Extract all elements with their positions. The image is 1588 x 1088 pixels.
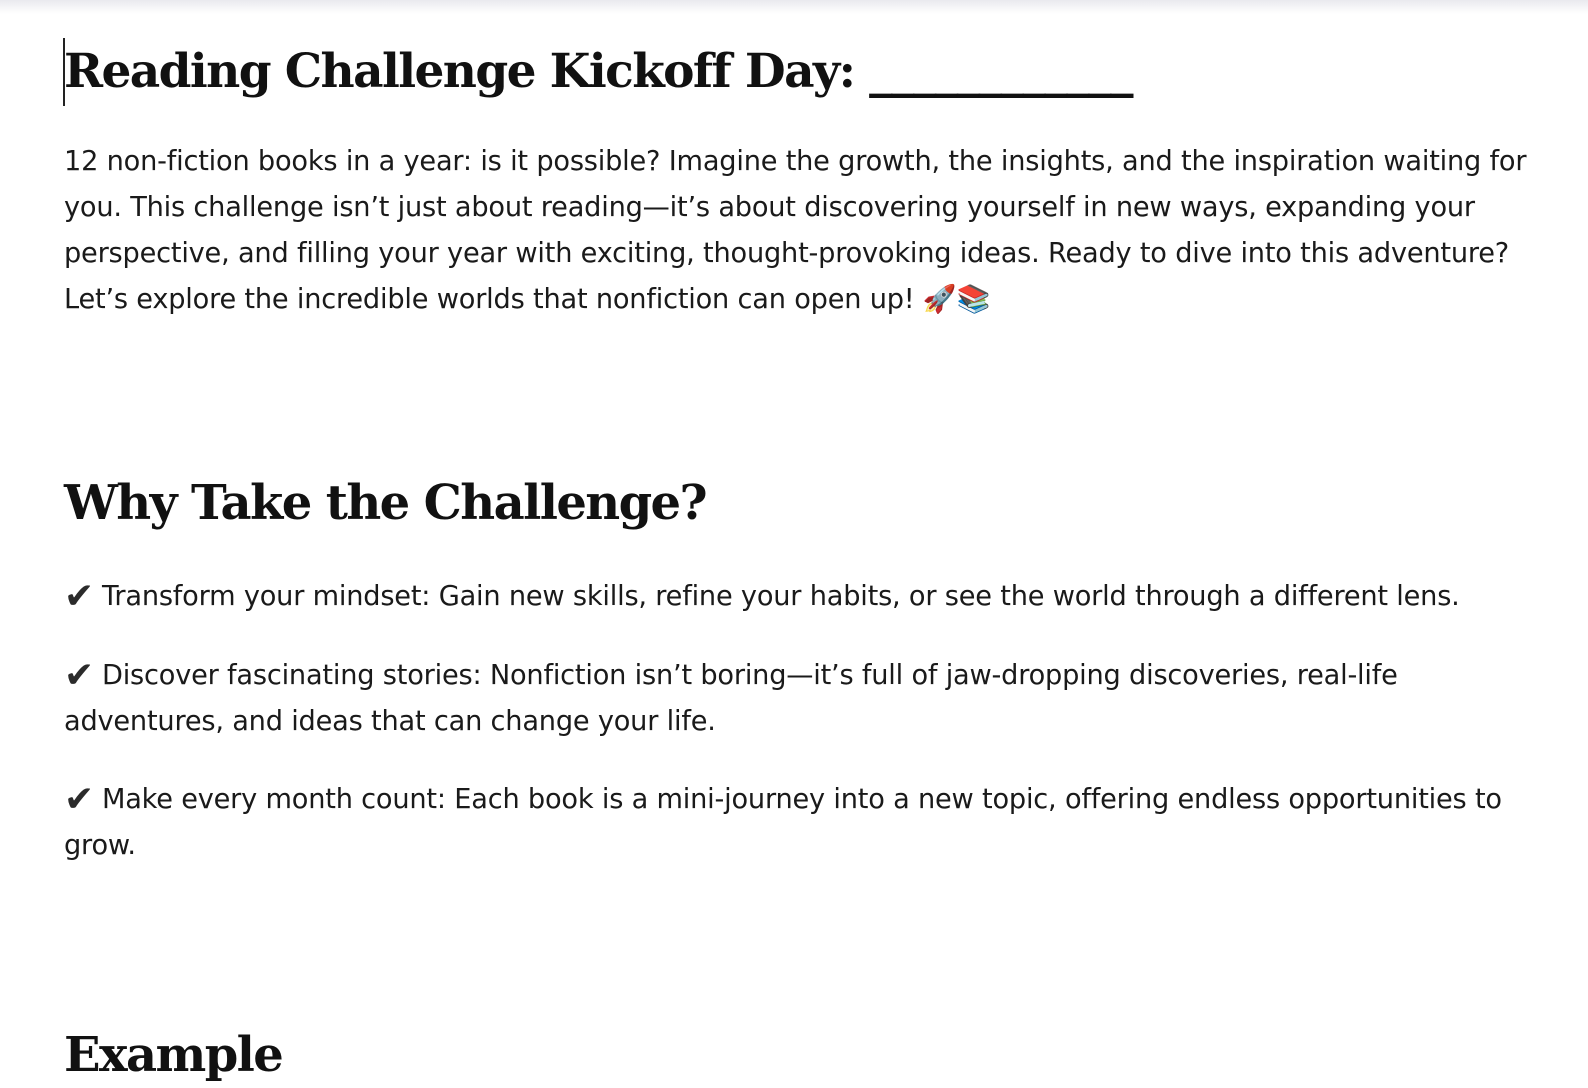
section-heading-next[interactable]: Example — [64, 1027, 283, 1083]
page-title[interactable]: Reading Challenge Kickoff Day: ____________ — [64, 44, 1132, 99]
list-item-text: Transform your mindset: Gain new skills, refine your habits, or see the world through a different lens. — [101, 581, 1460, 612]
list-item-text: Make every month count: Each book is a mini-journey into a new topic, offering endless opportunities to grow. — [64, 784, 1502, 861]
checkmark-icon: ✔ — [64, 655, 94, 696]
checkmark-icon: ✔ — [64, 779, 94, 820]
list-item[interactable] — [64, 574, 1564, 620]
toolbar-shadow — [0, 0, 1588, 14]
checkmark-icon: ✔ — [64, 576, 94, 617]
section-heading-why[interactable]: Why Take the Challenge? — [64, 475, 706, 531]
list-item[interactable] — [64, 777, 1564, 869]
list-item-text: Discover fascinating stories: Nonfiction isn’t boring—it’s full of jaw-dropping discoveries, real-life adventures, and ideas that can change your life. — [64, 660, 1398, 737]
intro-paragraph[interactable]: 12 non-fiction books in a year: is it possible? Imagine the growth, the insights, and the inspiration waiting for you. This challenge isn’t just about reading—it’s about discovering yourself in new ways, expanding your perspective, and filling your year with exciting, thought-provoking ideas. Ready to dive into this adventure? Let’s explore the incredible worlds that nonfiction can open up! 🚀📚 — [64, 146, 1527, 315]
list-item[interactable] — [64, 653, 1564, 745]
